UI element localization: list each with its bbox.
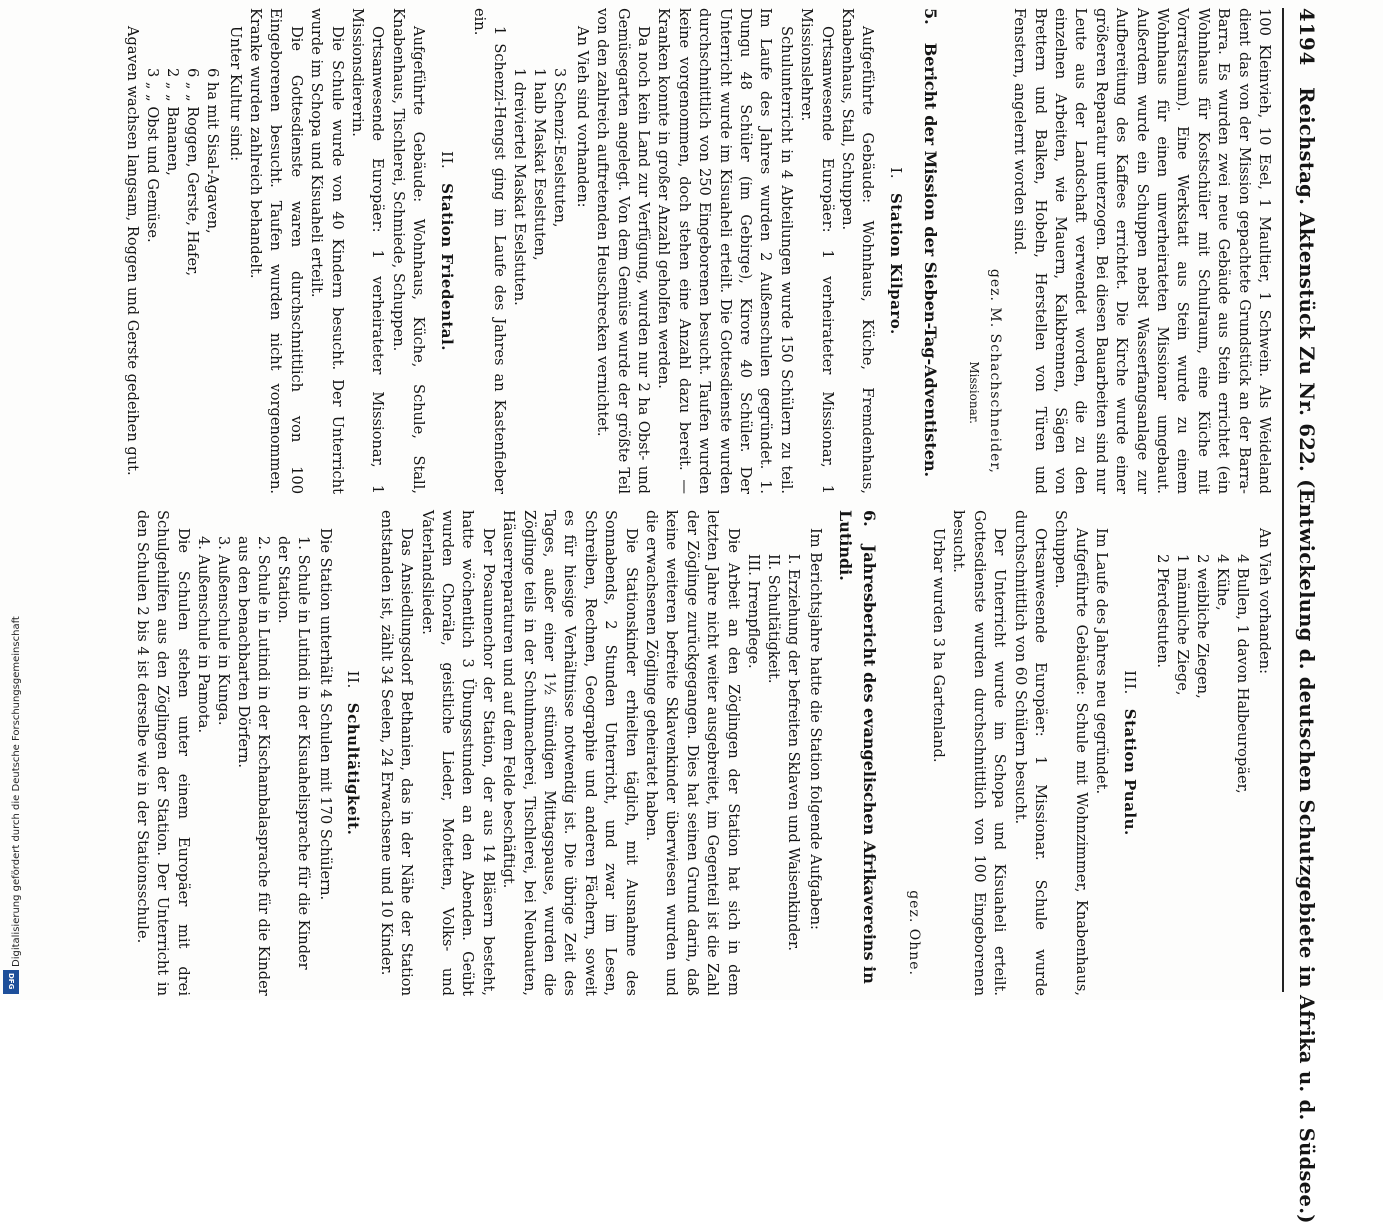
list-item: 3 Schenzi-Eselstuten, [551, 68, 569, 228]
list-item: 4. Außenschule in Pamota. [194, 536, 212, 734]
intro-paragraph: 100 Kleinvieh, 10 Esel, 1 Maultier, 1 Schwein. Als Weideland dient das von der Mission gepachtete Grundstück an der Barra-Barra. Es wurden zwei neue Gebäude aus Stein errichtet (ein Wohnhaus für Kostschüler mit Schulraum, eine Küche mit Vorratsraum). Eine Werkstatt aus Stein wurde zu einem Wohnhaus für einen unverheirateten Missionar umgebaut. Außerdem wurde ein Schuppen nebst Wasserfangsanlage zur Aufbereitung des Kaffees errichtet. Die Kirche wurde einer größeren Reparatur unterzogen. Bei diesen Bauarbeiten sind nur Leute aus der Landschaft verwendet worden, die zu den einzelnen Arbeiten, wie Mauern, Kalkbrennen, Sägen von Brettern und Balken, Hobeln, Herstellen von Türen und Fenstern, angelernt worden sind. [1011, 8, 1273, 494]
section-heading-6 [833, 510, 881, 996]
list-item: 1 dreiviertel Maskat Eselstuten. [511, 68, 529, 306]
paragraph: Aufgeführte Gebäude: Schule mit Wohnzimmer, Knabenhaus, Schuppen. [1052, 510, 1090, 996]
list-item: 2 Pferdestuten. [1153, 554, 1171, 669]
list-item: 1 männliche Ziege, [1173, 554, 1191, 696]
paragraph: Die Gottesdienste waren durchschnittlich von 100 Eingeborenen besucht. Taufen wurden nicht vorgenommen. Kranke wurden zahlreich behandelt. [246, 8, 305, 494]
list-item: 6 „ „ Roggen, Gerste, Hafer, [184, 68, 202, 277]
paragraph: Das Ansiedlungsdorf Bethanien, das in der Nähe der Station entstanden ist, zählt 34 Seelen, 24 Erwachsene und 10 Kinder. [377, 510, 416, 996]
paragraph: Die Stationskinder erhielten täglich, mit Ausnahme des Sonnabends, 2 Stunden Unterricht, und zwar im Lesen, Schreiben, Rechnen, Geographie und anderen Fächern, soweit es für hiesige Verhältnisse notwendig ist. Die übrige Zeit des Tages, außer einer 1½ stündigen Mittagspause, wurden die Zöglinge teils in der Schuhmacherei, Tischlerei, bei Neubauten, Häuserreparaturen und auf dem Felde beschäftigt. [500, 510, 640, 996]
livestock-list [509, 68, 569, 494]
schools-list [193, 536, 313, 996]
page-header [1282, 8, 1318, 1224]
signature: gez. Ohne. [905, 890, 922, 976]
left-column [84, 8, 1274, 494]
list-item: 2. Schule in Lutindi in der Kischambalasprache für die Kinder aus den benachbarten Dörfern. [234, 536, 272, 996]
paragraph: Aufgeführte Gebäude: Wohnhaus, Küche, Fremdenhaus, Knabenhaus, Stall, Schuppen. [839, 8, 877, 494]
list-item: 3. Außenschule in Kunga. [214, 536, 232, 726]
section-heading-5 [918, 8, 942, 494]
list-item: III. Irrenpflege. [744, 554, 762, 669]
paragraph: Im Berichtsjahre hatte die Station folgende Aufgaben: [807, 528, 825, 930]
page-number: 4194 [1295, 8, 1318, 67]
school-activity-heading [343, 510, 363, 996]
paragraph: Der Unterricht wurde im Schopa und Kisuaheli erteilt. Gottesdienste wurden durchschnittlich von 100 Eingeborenen besucht. [950, 510, 1009, 996]
running-title: Reichstag. Aktenstück Zu Nr. 622. (Entwickelung d. deutschen Schutzgebiete in Afrika u. d. Südsee.) [1295, 87, 1318, 1224]
paragraph: Die Schulen stehen unter einem Europäer mit drei Schulgehilfen aus den Zöglingen der Station. Der Unterricht in den Schulen 2 bis 4 ist derselbe wie in der Stationsschule. [133, 510, 192, 996]
list-item: II. Schultätigkeit. [764, 554, 782, 684]
section-number: 5. [920, 8, 940, 25]
paragraph: Da noch kein Land zur Verfügung, wurden nur 2 ha Obst- und Gemüsegarten angelegt. Von dem Gemüse wurde der größte Teil von den zahlreich auftretenden Heuschrecken vernichtet. [594, 8, 653, 494]
paragraph: 1 Schenzi-Hengst ging im Laufe des Jahres an Kastenfieber ein. [471, 8, 509, 494]
list-item: 4 Kühe, [1213, 554, 1231, 611]
list-item: I. Erziehung der befreiten Sklaven und Waisenkinder. [784, 554, 802, 952]
paragraph: Im Laufe des Jahres neu gegründet. [1093, 528, 1111, 795]
station-title: Station Kilparo. [886, 192, 905, 335]
livestock-list [1152, 554, 1252, 996]
section-numeral: II. [344, 670, 363, 689]
station-heading-pualu [1119, 510, 1139, 996]
credit-text: Digitalisierung gefördert durch die Deutsche Forschungsgemeinschaft [11, 616, 22, 967]
paragraph: Ortsanwesende Europäer: 1 verheirateter Missionar, 1 Missionsdiererin. [348, 8, 387, 494]
list-item: 1. Schule in Lutindi in der Kisuahelisprache für die Kinder der Station. [274, 536, 312, 970]
station-heading-kilparo [886, 8, 906, 494]
paragraph: Ortsanwesende Europäer: 1 Missionar. Schule wurde durchschnittlich von 60 Schülern besucht. [1011, 510, 1049, 996]
paragraph: An Vieh vorhanden: [1256, 528, 1273, 675]
paragraph: Die Station unterhält 4 Schulen mit 170 Schülern. [317, 528, 334, 901]
paragraph: Urbar wurden 3 ha Gartenland. [929, 528, 947, 763]
list-item: 2 „ „ Bananen, [164, 68, 182, 176]
digitization-credit [0, 0, 22, 1000]
paragraph: Die Schule wurde von 40 Kindern besucht. Der Unterricht wurde im Schopa und Kisuaheli erteilt. [308, 8, 346, 494]
paragraph: Unter Kultur sind: [226, 26, 244, 162]
station-title: Station Friedental. [437, 183, 456, 351]
dfg-logo-icon [3, 970, 19, 994]
station-numeral: I. [886, 167, 905, 179]
section-number: 6. [860, 510, 880, 527]
signature: gez. M. Schachschneider, [986, 268, 1003, 474]
station-numeral: III. [1120, 670, 1139, 695]
station-numeral: II. [437, 151, 456, 170]
list-item: 1 halb Maskat Eselstuten, [531, 68, 549, 261]
paragraph: An Vieh sind vorhanden: [573, 26, 591, 208]
station-heading-friedental [436, 8, 456, 494]
list-item: 6 ha mit Sisal-Agaven, [204, 68, 222, 234]
station-title: Station Pualu. [1120, 708, 1139, 836]
section-title: Jahresbericht des evangelischen Afrikavereins in Lutindi. [836, 510, 880, 984]
paragraph: Ortsanwesende Europäer: 1 verheirateter Missionar, 1 Missionslehrer. [798, 8, 836, 494]
rotated-page-content [82, 0, 1322, 1224]
section-title: Schultätigkeit. [344, 702, 363, 836]
section-title: Bericht der Mission der Sieben-Tag-Adventisten. [920, 42, 940, 478]
crops-list [142, 68, 222, 494]
signature-role: Missionar. [967, 361, 982, 424]
list-item: 3 „ „ Obst und Gemüse. [144, 68, 162, 243]
paragraph: Die Arbeit an den Zöglingen der Station hat sich in dem letzten Jahre nicht weiter ausgebreitet, im Gegenteil ist die Zahl der Zöglinge zurückgegangen. Dies hat seinen Grund darin, daß keine weiteren befreite Sklavenkinder überwiesen wurden und die erwachsenen Zöglinge geheiratet haben. [643, 510, 742, 996]
list-item: 4 Bullen, 1 davon Halbeuropäer, [1233, 554, 1251, 794]
paragraph: Aufgeführte Gebäude: Wohnhaus, Küche, Schule, Stall, Knabenhaus, Tischlerei, Schmiede, Schuppen. [389, 8, 428, 494]
paragraph: Agaven wachsen langsam, Roggen und Gerste gedeihen gut. [124, 26, 142, 476]
list-item: 2 weibliche Ziegen, [1193, 554, 1211, 699]
right-column [84, 510, 1274, 996]
dfg-logo-text: DFG [7, 973, 15, 990]
tasks-list [743, 554, 803, 996]
paragraph: Der Posaunenchor der Station, der aus 14 Bläsern besteht, hatte wöchentlich 3 Übungsstunden an den Abenden. Geübt wurden Choräle, geistliche Lieder, Motetten, Volks- und Vaterlandslieder. [418, 510, 497, 996]
paragraph: Schulunterricht in 4 Abteilungen wurde 150 Schülern zu teil. Im Laufe des Jahres wurden 2 Außenschulen gegründet. 1. Dungu 48 Schüler (im Gebirge), Kirore 40 Schüler. Der Unterricht wurde im Kisuaheli erteilt. Die Gottesdienste wurden durchschnittlich von 250 Eingeborenen besucht. Taufen wurden keine vorgenommen, doch stehen eine Anzahl dazu bereit. — Kranken konnte in großer Anzahl geholfen werden. [655, 8, 795, 494]
